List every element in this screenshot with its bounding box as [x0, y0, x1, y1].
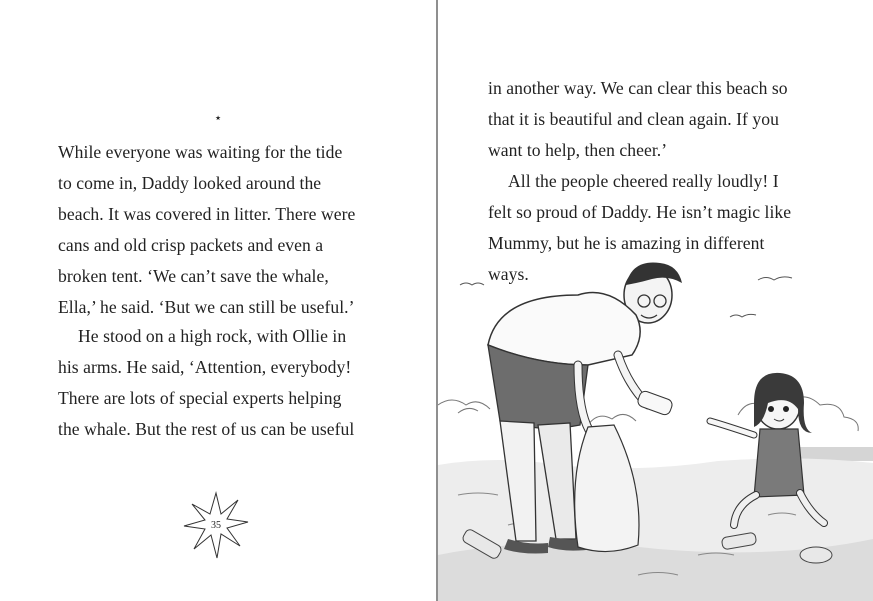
text-line: cans and old crisp packets and even a: [58, 235, 324, 255]
section-separator-star: ⋆: [214, 110, 223, 125]
left-page: [0, 0, 436, 601]
paragraph-3: [488, 73, 788, 166]
text-line: ways.: [488, 264, 529, 284]
page-number: 35: [211, 520, 221, 531]
paragraph-1: [58, 137, 355, 323]
text-line: in another way. We can clear this beach so: [488, 78, 788, 98]
text-line: to come in, Daddy looked around the: [58, 173, 322, 193]
text-line: He stood on a high rock, with Ollie in: [78, 326, 347, 346]
text-line: Ella,’ he said. ‘But we can still be useful.’: [58, 297, 355, 317]
text-line: the whale. But the rest of us can be useful: [58, 419, 355, 439]
page-number-badge: [180, 490, 252, 562]
text-line: Mummy, but he is amazing in different: [488, 233, 765, 253]
text-line: his arms. He said, ‘Attention, everybody!: [58, 357, 352, 377]
text-line: All the people cheered really loudly! I: [508, 171, 779, 191]
paragraph-2: [58, 321, 354, 445]
text-line: While everyone was waiting for the tide: [58, 142, 343, 162]
text-line: that it is beautiful and clean again. If you: [488, 109, 779, 129]
text-line: There are lots of special experts helping: [58, 388, 342, 408]
text-line: broken tent. ‘We can’t save the whale,: [58, 266, 329, 286]
right-page: [438, 0, 873, 601]
beach-cleanup-illustration: [438, 255, 873, 601]
text-line: beach. It was covered in litter. There were: [58, 204, 356, 224]
text-line: want to help, then cheer.’: [488, 140, 668, 160]
text-line: felt so proud of Daddy. He isn’t magic like: [488, 202, 792, 222]
